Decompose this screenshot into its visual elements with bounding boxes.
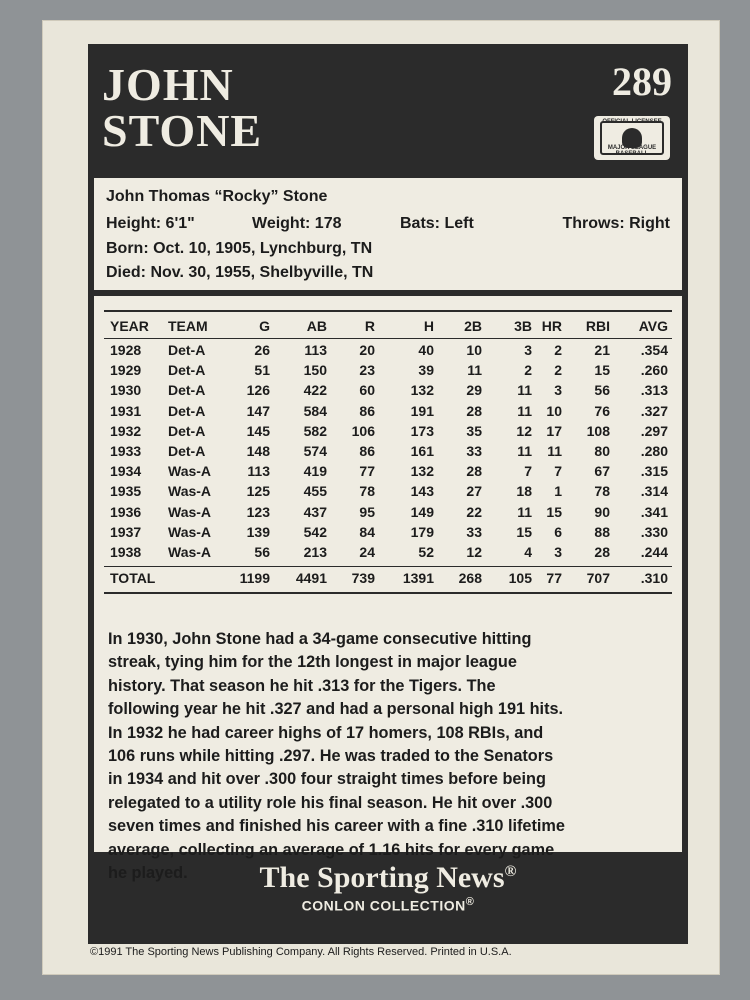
cell-3b: 4 [524,544,532,560]
bats: Bats: Left [400,215,474,232]
cell-avg: .244 [640,544,668,560]
cell-hr: 1 [554,483,562,500]
cell-ab: 582 [303,422,327,439]
blurb-line: relegated to a utility role his final season. He hit over .300 [108,793,553,812]
cell-r: 86 [359,402,375,419]
cell-g: 139 [246,523,270,540]
cell-team: TEAM [168,318,208,334]
table-row [94,342,682,362]
cell-2b: 22 [466,503,482,520]
cell-r: 106 [351,422,375,439]
died: Died: Nov. 30, 1955, Shelbyville, TN [106,264,374,281]
blurb-line: 106 runs while hitting .297. He was traded to the Senators [108,747,554,766]
cell-team: Det-A [168,382,206,399]
blurb-line: history. That season he hit .313 for the Tigers. The [108,676,496,695]
cell-3b: 18 [516,483,532,500]
cell-2b: 28 [466,402,482,419]
cell-ab: 574 [303,443,327,459]
cell-rbi: 88 [594,523,610,540]
card-panel [88,44,688,944]
cell-2b: 2B [464,318,482,334]
cell-team: Det-A [168,342,206,358]
cell-2b: 268 [458,570,482,586]
cell-ab: 584 [303,402,327,419]
cell-year: 1933 [110,443,142,459]
copyright-line: ©1991 The Sporting News Publishing Company. All Rights Reserved. Printed in U.S.A. [90,946,512,958]
cell-avg: .280 [640,443,668,459]
cell-g: 26 [254,342,270,358]
cell-rbi: 90 [594,503,610,520]
cell-year: 1938 [110,544,142,560]
collection-name [88,896,688,914]
cell-avg: .297 [640,422,668,439]
cell-team: Det-A [168,362,206,379]
weight: Weight: 178 [252,215,342,232]
table-row [94,403,682,423]
cell-r: 77 [359,463,375,480]
cell-year: 1929 [110,362,142,379]
cell-g: 145 [246,422,270,439]
cell-h: 40 [418,342,434,358]
card-number: 289 [612,59,672,104]
cell-g: 113 [247,463,270,480]
cell-hr: HR [541,318,562,334]
cell-avg: .314 [640,483,668,500]
cell-ab: 213 [303,544,327,560]
cell-h: 143 [410,483,434,500]
cell-r: R [364,318,375,334]
cell-h: 179 [410,523,434,540]
cell-year: 1936 [110,503,142,520]
header-rule [104,338,672,339]
cell-g: 126 [246,382,270,399]
cell-year: 1935 [110,483,142,500]
cell-h: 132 [410,463,434,480]
cell-rbi: 56 [594,382,610,399]
throws: Throws: Right [562,215,670,232]
cell-h: 132 [410,382,434,399]
cell-ab: AB [306,318,327,334]
cell-hr: 6 [554,523,562,540]
table-row [94,504,682,524]
cell-ab: 4491 [295,570,327,586]
cell-avg: .315 [640,463,668,480]
mlb-logo-icon [594,116,670,160]
cell-year: 1930 [110,382,142,399]
cell-team: Was-A [168,544,212,560]
cell-ab: 437 [303,503,327,520]
cell-hr: 7 [554,463,562,480]
blurb-line: In 1932 he had career highs of 17 homers, 108 RBIs, and [108,723,544,742]
cell-team: Was-A [168,463,212,480]
cell-2b: 28 [466,463,482,480]
full-name: John Thomas “Rocky” Stone [106,188,328,205]
table-row [94,382,682,402]
cell-3b: 2 [524,362,532,379]
cell-hr: 3 [554,544,562,560]
table-row [94,443,682,463]
cell-avg: .310 [640,570,668,586]
physical-info [106,215,670,237]
cell-2b: 27 [466,483,482,500]
blurb-line: average, collecting an average of 1.16 hits for every game [108,840,555,859]
cell-3b: 105 [508,570,532,586]
cell-rbi: 707 [586,570,610,586]
cell-r: 20 [359,342,375,358]
born: Born: Oct. 10, 1905, Lynchburg, TN [106,240,373,257]
cell-ab: 150 [303,362,327,379]
career-blurb [108,628,674,885]
cell-r: 739 [351,570,375,586]
cell-ab: 542 [303,523,327,540]
cell-team: Det-A [168,443,206,459]
cell-g: 147 [246,402,270,419]
cell-rbi: 28 [594,544,610,560]
table-bottom-rule [104,592,672,594]
cell-3b: 11 [517,382,532,399]
logo-top-text: OFFICIAL LICENSEE [602,119,662,125]
cell-g: 1199 [239,570,270,586]
cell-year: YEAR [110,318,149,334]
cell-3b: 3 [524,342,532,358]
blurb-line: he played. [108,864,188,883]
cell-hr: 10 [546,402,562,419]
cell-r: 84 [359,523,375,540]
cell-avg: .330 [640,523,668,540]
blurb-line: in 1934 and hit over .300 four straight times before being [108,770,546,789]
cell-rbi: 67 [594,463,610,480]
cell-hr: 17 [546,422,562,439]
cell-h: 161 [410,443,434,459]
cell-g: 123 [246,503,270,520]
cell-hr: 3 [554,382,562,399]
cell-ab: 113 [304,342,327,358]
cell-year: 1931 [110,402,142,419]
blurb-line: streak, tying him for the 12th longest in major league [108,653,517,672]
cell-rbi: 80 [594,443,610,459]
cell-2b: 33 [466,443,482,459]
cell-year: 1932 [110,422,142,439]
cell-rbi: RBI [585,318,610,334]
cell-hr: 15 [546,503,562,520]
table-row [94,463,682,483]
cell-team: Was-A [168,503,212,520]
cell-rbi: 76 [594,402,610,419]
blurb-line: seven times and finished his career with a fine .310 lifetime [108,817,565,836]
table-total-row [94,570,682,590]
player-last-name: STONE [102,105,263,156]
cell-ab: 419 [303,463,327,480]
player-name [102,59,263,156]
blurb-line: following year he hit .327 and had a personal high 191 hits. [108,700,564,719]
cell-h: H [423,318,434,334]
cell-team: Was-A [168,483,212,500]
total-rule [104,566,672,567]
cell-2b: 29 [466,382,482,399]
cell-avg: AVG [638,318,668,334]
cell-h: 173 [410,422,434,439]
cell-avg: .260 [640,362,668,379]
cell-hr: 11 [547,443,562,459]
table-row [94,423,682,443]
cell-avg: .313 [640,382,668,399]
cell-hr: 77 [546,570,562,586]
cell-year: 1928 [110,342,142,358]
cell-g: 125 [246,483,270,500]
cell-2b: 11 [467,362,482,379]
collection-registered-mark: ® [465,896,475,908]
cell-team: Was-A [168,523,212,540]
collection-label: CONLON COLLECTION [301,897,466,914]
cell-avg: .327 [640,402,668,419]
cell-r: 86 [359,443,375,459]
cell-g: 148 [246,443,270,459]
table-row [94,362,682,382]
cell-g: 51 [254,362,270,379]
cell-h: 39 [418,362,434,379]
cell-r: 24 [359,544,375,560]
cell-3b: 11 [517,503,532,520]
cell-rbi: 108 [586,422,610,439]
cell-3b: 11 [517,443,532,459]
brand-name: The Sporting News [259,861,505,894]
cell-3b: 11 [517,402,532,419]
cell-r: 95 [359,503,375,520]
cell-hr: 2 [554,342,562,358]
cell-3b: 3B [514,318,532,334]
height: Height: 6'1" [106,215,195,232]
cell-year: 1934 [110,463,142,480]
cell-g: G [259,318,270,334]
cell-3b: 15 [516,523,532,540]
cell-rbi: 15 [594,362,610,379]
cell-r: 78 [359,483,375,500]
cell-r: 60 [359,382,375,399]
cell-ab: 455 [303,483,327,500]
cell-3b: 7 [524,463,532,480]
cell-h: 1391 [402,570,434,586]
logo-bottom-text: MAJOR LEAGUE BASEBALL [607,145,657,157]
table-row [94,524,682,544]
cell-3b: 12 [516,422,532,439]
cell-year: TOTAL [110,570,156,586]
blurb-line: In 1930, John Stone had a 34-game consecutive hitting [108,630,532,648]
table-row [94,544,682,564]
cell-h: 191 [410,402,434,419]
cell-2b: 35 [466,422,482,439]
cell-ab: 422 [303,382,327,399]
cell-rbi: 78 [594,483,610,500]
bio-box [94,178,682,290]
registered-mark: ® [504,863,517,880]
cell-r: 23 [359,362,375,379]
cell-avg: .341 [640,503,668,520]
brand-logo [88,856,688,894]
table-header-row [94,318,682,338]
player-first-name: JOHN [102,59,234,110]
cell-2b: 12 [466,544,482,560]
cell-g: 56 [254,544,270,560]
cell-team: Det-A [168,402,206,419]
cell-rbi: 21 [594,342,610,358]
cell-hr: 2 [554,362,562,379]
cell-h: 149 [410,503,434,520]
table-row [94,483,682,503]
cell-team: Det-A [168,422,206,439]
cell-2b: 10 [466,342,482,358]
baseball-card-back [42,20,720,975]
table-top-rule [104,310,672,312]
cell-avg: .354 [640,342,668,358]
cell-h: 52 [418,544,434,560]
cell-year: 1937 [110,523,142,540]
cell-2b: 33 [466,523,482,540]
